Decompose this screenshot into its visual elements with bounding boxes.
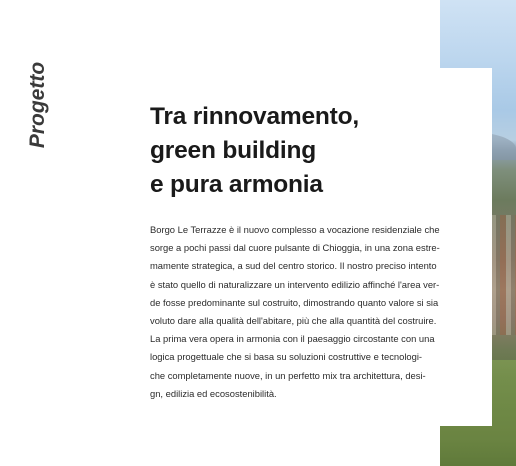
body-line: de fosse predominante sul costruito, dimostrando quanto valore si sia <box>150 296 439 308</box>
body-line: Borgo Le Terrazze è il nuovo complesso a vocazione residenziale che <box>150 224 440 235</box>
body-paragraph <box>150 221 468 403</box>
body-line: sorge a pochi passi dal cuore pulsante di Chioggia, in una zona estre- <box>150 242 440 254</box>
body-line: gn, edilizia ed ecosostenibilità. <box>150 387 277 399</box>
title-line: Tra rinnovamento, <box>150 103 359 130</box>
body-line: voluto dare alla qualità dell'abitare, più che alla quantità del costruire. <box>150 315 437 327</box>
title-line: green building <box>150 137 316 164</box>
title-line: e pura armonia <box>150 171 323 198</box>
body-line: logica progettuale che si basa su soluzioni costruttive e tecnologi- <box>150 351 423 363</box>
body-line: mamente strategica, a sud del centro storico. Il nostro preciso intento <box>150 260 437 272</box>
page-title <box>150 100 435 202</box>
body-line: è stato quello di naturalizzare un intervento edilizio affinché l'area ver- <box>150 278 440 290</box>
body-line: La prima vera opera in armonia con il paesaggio circostante con una <box>150 333 435 345</box>
section-label: Progetto <box>26 61 49 149</box>
body-line: che completamente nuove, in un perfetto mix tra architettura, desi- <box>150 369 426 381</box>
